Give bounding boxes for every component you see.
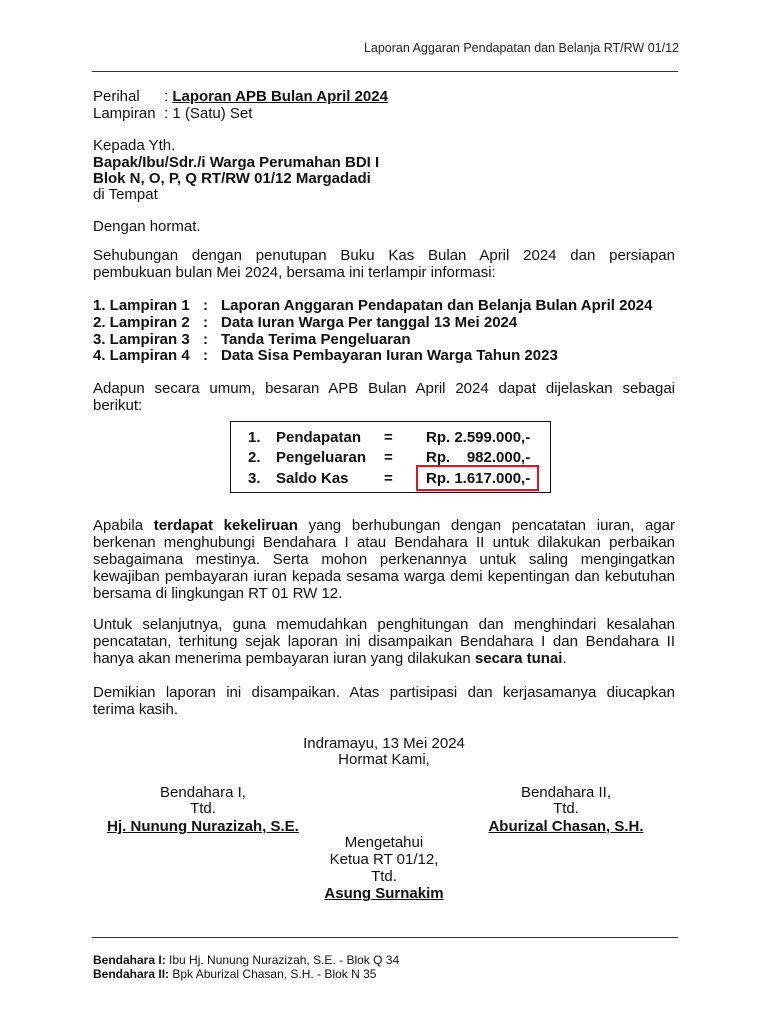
error-line-5: bersama di lingkungan RT 01 RW 12.	[93, 585, 343, 602]
attachment-item-2	[93, 314, 517, 331]
salutation: Dengan hormat.	[93, 218, 201, 235]
cash-line-3	[93, 650, 675, 667]
cash-emphasis: secara tunai	[474, 650, 563, 667]
footer-label: Bendahara I:	[93, 953, 166, 967]
footer-bendahara-1	[93, 953, 399, 967]
intro-line-1: Sehubungan dengan penutupan Buku Kas Bulan April 2024 dan persiapan	[93, 247, 675, 264]
perihal-colon: :	[164, 88, 169, 105]
signatory-left-title: Bendahara I,	[160, 784, 246, 801]
footer-label: Bendahara II:	[93, 967, 170, 981]
summary-value: Rp. 2.599.000,-	[426, 429, 531, 446]
attachment-colon: :	[203, 347, 208, 364]
closing-line-2: terima kasih.	[93, 701, 179, 718]
error-emphasis: terdapat kekeliruan	[153, 517, 298, 534]
summary-eq: =	[384, 449, 393, 466]
cash-line-3-pre: hanya akan menerima pembayaran iuran yang dilakukan	[93, 650, 475, 667]
footer-value: Ibu Hj. Nunung Nurazizah, S.E. - Blok Q 34	[165, 953, 400, 967]
summary-row-pengeluaran	[248, 449, 530, 466]
summary-eq: =	[384, 429, 393, 446]
cash-line-1: Untuk selanjutnya, guna memudahkan penghitungan dan menghindari kesalahan	[93, 616, 675, 633]
attachment-num: 2. Lampiran 2	[93, 314, 190, 331]
perihal-value: Laporan APB Bulan April 2024	[172, 88, 388, 105]
summary-num: 1.	[248, 429, 261, 446]
error-line-1-pre: Apabila	[93, 517, 154, 534]
place-date: Indramayu, 13 Mei 2024	[303, 735, 465, 752]
signatory-right-title: Bendahara II,	[520, 784, 612, 801]
error-line-3: sebagaimana mestinya. Serta mohon perkenannya untuk saling mengingatkan	[93, 551, 675, 568]
cash-paragraph	[93, 616, 675, 667]
footer-bendahara-2	[93, 967, 376, 981]
recipient-greeting: Kepada Yth.	[93, 137, 176, 154]
signatory-left-name: Hj. Nunung Nurazizah, S.E.	[107, 818, 299, 835]
footer-divider	[92, 937, 678, 938]
attachment-colon: :	[203, 297, 208, 314]
signatory-left-sign: Ttd.	[190, 800, 216, 817]
summary-label: Pendapatan	[276, 429, 362, 446]
intro-line-2: pembukuan bulan Mei 2024, bersama ini terlampir informasi:	[93, 264, 496, 281]
lampiran-label: Lampiran	[93, 105, 156, 122]
summary-label: Saldo Kas	[276, 470, 349, 487]
summary-value: Rp. 1.617.000,-	[426, 470, 531, 487]
attachment-item-1	[93, 297, 652, 314]
header-divider	[92, 71, 678, 72]
closing-line-1: Demikian laporan ini disampaikan. Atas partisipasi dan kerjasamanya diucapkan	[93, 684, 675, 701]
signatory-right-sign: Ttd.	[553, 800, 579, 817]
attachment-desc: Laporan Anggaran Pendapatan dan Belanja Bulan April 2024	[221, 297, 653, 314]
summary-num: 2.	[248, 449, 261, 466]
cash-line-3-post: .	[562, 650, 567, 667]
lampiran-value: 1 (Satu) Set	[172, 105, 253, 122]
recipient-line-1: Bapak/Ibu/Sdr./i Warga Perumahan BDI I	[93, 154, 380, 171]
recipient-line-3: di Tempat	[93, 186, 158, 203]
lampiran-row	[93, 105, 252, 122]
header-title: Laporan Aggaran Pendapatan dan Belanja RT/RW 01/12	[363, 41, 679, 55]
signatory-right-name: Aburizal Chasan, S.H.	[488, 818, 644, 835]
error-line-2: berkenan menghubungi Bendahara I atau Bendahara II untuk dilakukan perbaikan	[93, 534, 675, 551]
lampiran-colon: :	[164, 105, 169, 122]
attachment-colon: :	[203, 331, 208, 348]
summary-eq: =	[384, 470, 393, 487]
perihal-label: Perihal	[93, 88, 140, 105]
signatory-center-line-2: Ketua RT 01/12,	[329, 851, 439, 868]
error-line-1-post: yang berhubungan dengan pencatatan iuran, agar	[297, 517, 675, 534]
footer-value: Bpk Aburizal Chasan, S.H. - Blok N 35	[169, 967, 377, 981]
regards: Hormat Kami,	[338, 751, 430, 768]
summary-intro	[93, 380, 675, 414]
saldo-highlight-box	[416, 465, 539, 491]
recipient-line-2: Blok N, O, P, Q RT/RW 01/12 Margadadi	[93, 170, 371, 187]
summary-intro-line-2: berikut:	[93, 397, 143, 414]
attachment-desc: Tanda Terima Pengeluaran	[221, 331, 411, 348]
summary-num: 3.	[248, 470, 261, 487]
signatory-center-sign: Ttd.	[371, 868, 397, 885]
closing-paragraph	[93, 684, 675, 718]
attachment-colon: :	[203, 314, 208, 331]
signatory-center-line-1: Mengetahui	[344, 834, 424, 851]
intro-paragraph	[93, 247, 675, 281]
summary-label: Pengeluaran	[276, 449, 367, 466]
attachment-num: 3. Lampiran 3	[93, 331, 190, 348]
summary-intro-line-1: Adapun secara umum, besaran APB Bulan April 2024 dapat dijelaskan sebagai	[93, 380, 675, 397]
attachment-item-4	[93, 347, 558, 364]
perihal-row	[93, 88, 388, 105]
summary-row-pendapatan	[248, 429, 530, 446]
attachment-num: 1. Lampiran 1	[93, 297, 190, 314]
attachment-desc: Data Sisa Pembayaran Iuran Warga Tahun 2023	[221, 347, 558, 364]
summary-value: Rp. 982.000,-	[426, 449, 531, 466]
error-line-1	[93, 517, 675, 534]
signatory-center-name: Asung Surnakim	[324, 885, 444, 902]
attachment-item-3	[93, 331, 411, 348]
attachment-num: 4. Lampiran 4	[93, 347, 190, 364]
error-line-4: kewajiban pembayaran iuran kepada sesama warga demi kepentingan dan kebutuhan	[93, 568, 675, 585]
error-paragraph	[93, 517, 675, 602]
cash-line-2: pencatatan, terhitung sejak laporan ini disampaikan Bendahara I dan Bendahara II	[93, 633, 675, 650]
attachment-desc: Data Iuran Warga Per tanggal 13 Mei 2024	[221, 314, 518, 331]
